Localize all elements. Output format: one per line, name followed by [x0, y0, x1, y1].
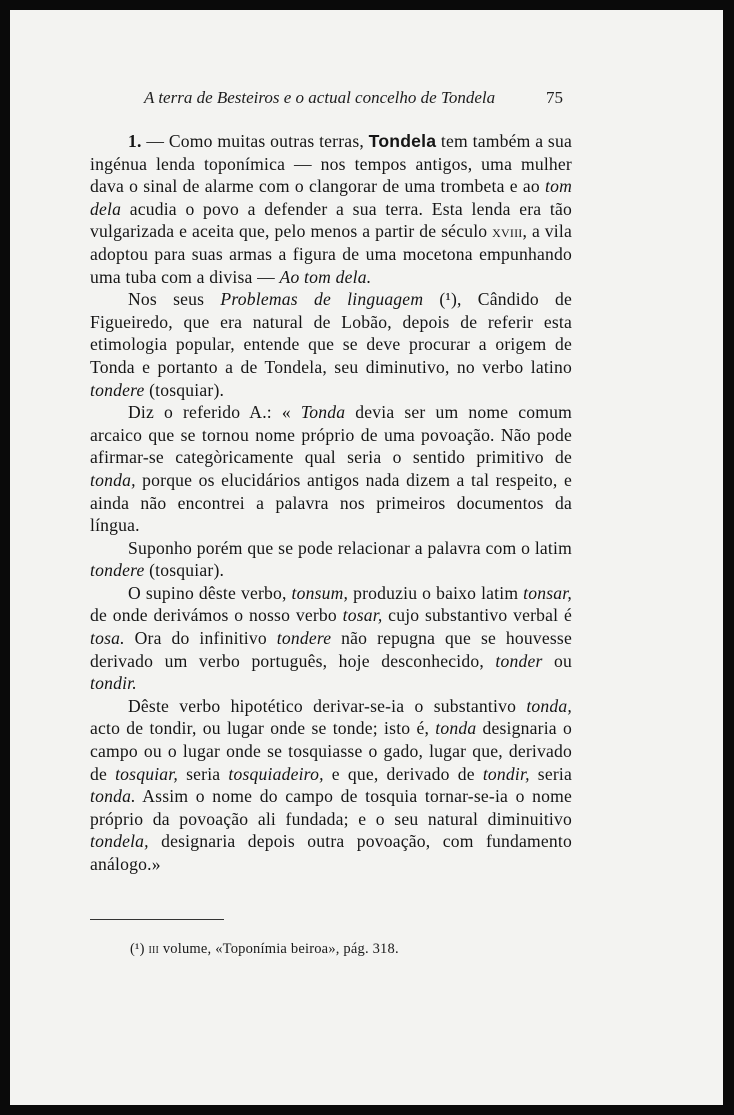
footnote-marker: (¹)	[130, 941, 145, 957]
footnote-text: volume, «Toponímia beiroa», pág. 318.	[159, 941, 399, 957]
footnote-reference: (¹)	[439, 289, 458, 310]
town-name: Tondela	[368, 131, 437, 151]
running-head	[10, 88, 723, 112]
section-number: 1.	[128, 131, 142, 151]
footnote-volume: iii	[148, 941, 160, 957]
motto: Ao tom dela.	[279, 266, 372, 287]
paragraph-3: Diz o referido A.: « Tonda devia ser um nome comum arcaico que se tornou nome próprio de uma povoação. Não pode afirmar-se categòricamente qual seria o sentido primitivo de tonda, porque os elucidários antigos nada dizem a tal respeito, e ainda não encontrei a palavra nos primeiros documentos da língua.	[90, 402, 572, 536]
book-page	[10, 10, 723, 1105]
century-numeral: xviii	[492, 221, 523, 242]
body-text	[90, 130, 572, 876]
paragraph-4: Suponho porém que se pode relacionar a palavra com o latim tondere (tosquiar).	[90, 537, 572, 581]
paragraph-5: O supino dêste verbo, tonsum, produziu o baixo latim tonsar, de onde derivámos o nosso verbo tosar, cujo substantivo verbal é tosa. Ora do infinitivo tondere não repugna que se houvesse derivado um verbo português, hoje desconhecido, tonder ou tondir.	[90, 582, 573, 694]
footnote-divider	[90, 919, 224, 920]
book-title: Problemas de linguagem	[220, 289, 424, 310]
page-number: 75	[546, 88, 563, 107]
paragraph-2: Nos seus Problemas de linguagem (¹), Cândido de Figueiredo, que era natural de Lobão, depois de referir esta etimologia popular, entende que se deve procurar a origem de Tonda e portanto a de Tondela, seu diminutivo, no verbo latino tondere (tosquiar).	[90, 289, 572, 400]
paragraph-6: Dêste verbo hipotético derivar-se-ia o substantivo tonda, acto de tondir, ou lugar onde se tonde; isto é, tonda designaria o campo ou o lugar onde se tosquiasse o gado, lugar que, derivado de tosquiar, seria tosquiadeiro, e que, derivado de tondir, seria tonda. Assim o nome do campo de tosquia tornar-se-ia o nome próprio da povoação ali fundada; e o seu natural diminuitivo tondela, designaria depois outra povoação, com fundamento análogo.»	[90, 695, 572, 874]
paragraph-1: 1. — Como muitas outras terras, Tondela tem também a sua ingénua lenda toponímica — nos tempos antigos, uma mulher dava o sinal de alarme com o clangorar de uma trombeta e ao tom dela acudia o povo a defender a sua terra. Esta lenda era tão vulgarizada e aceita que, pelo menos a partir de século xviii, a vila adoptou para suas armas a figura de uma mocetona empunhando uma tuba com a divisa — Ao tom dela.	[90, 131, 572, 287]
running-head-title: A terra de Besteiros e o actual concelho de Tondela	[144, 88, 496, 107]
footnote	[130, 941, 399, 958]
